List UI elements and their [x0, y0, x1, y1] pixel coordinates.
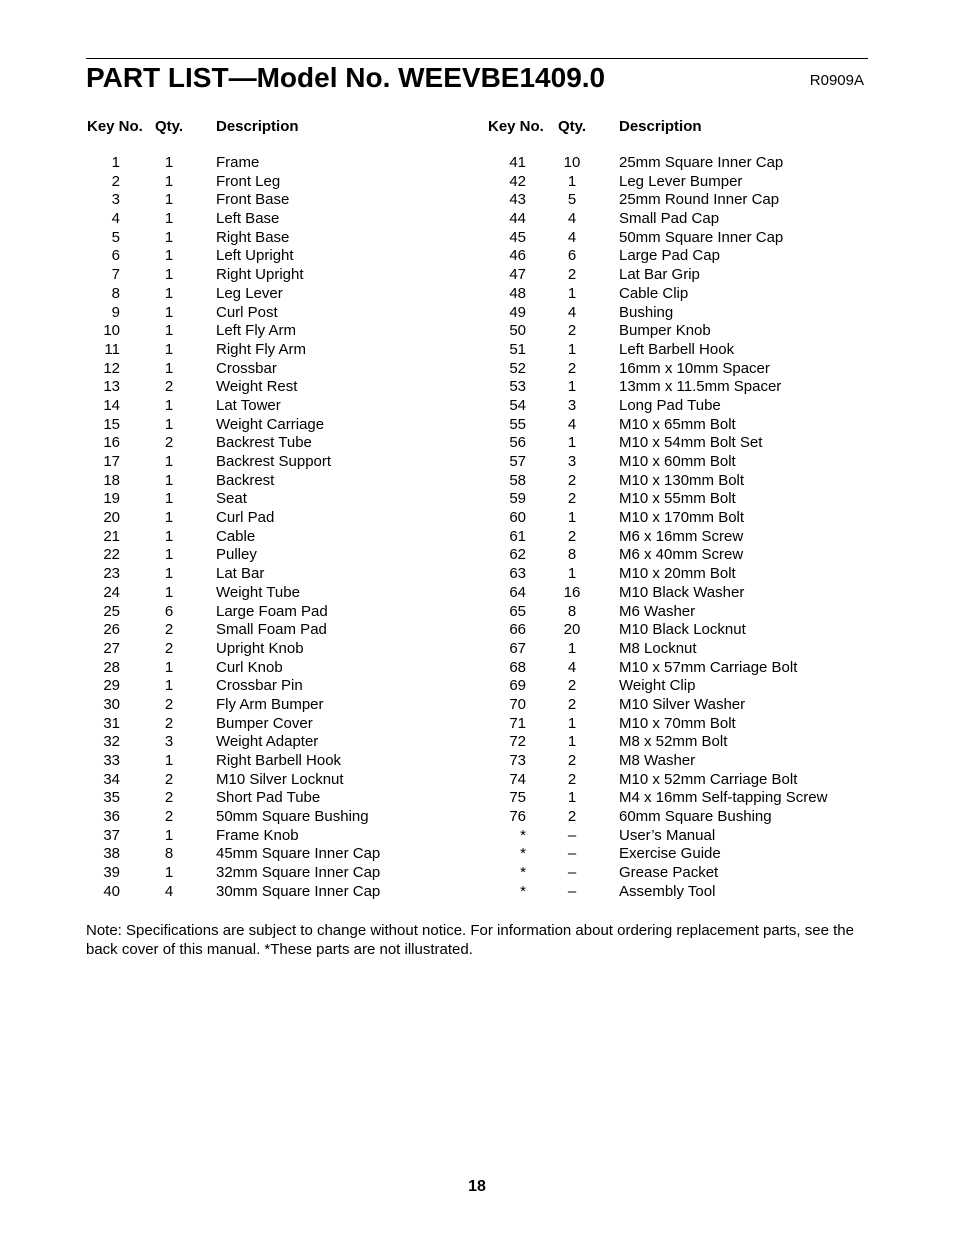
- part-row: [0, 752, 954, 771]
- part-key-no: 68: [509, 658, 526, 676]
- part-qty: 6: [567, 247, 577, 265]
- part-qty: 2: [567, 770, 577, 788]
- part-qty: 4: [164, 882, 174, 900]
- part-key-no: 61: [509, 527, 526, 545]
- part-key-no: 58: [509, 471, 526, 489]
- part-description: Crossbar: [216, 359, 277, 377]
- part-description: Small Pad Cap: [619, 210, 720, 228]
- part-key-no: *: [520, 845, 526, 863]
- part-qty: 1: [164, 509, 174, 527]
- part-key-no: 23: [103, 565, 120, 583]
- part-description: M10 Black Locknut: [619, 621, 746, 639]
- part-key-no: 54: [509, 396, 526, 414]
- part-key-no: 33: [103, 752, 120, 769]
- part-description: M10 x 60mm Bolt: [619, 453, 736, 470]
- part-qty: 2: [164, 789, 174, 807]
- part-key-no: 25: [103, 602, 120, 620]
- part-description: Weight Tube: [216, 583, 300, 601]
- part-qty: 2: [567, 527, 577, 545]
- part-row: [0, 528, 954, 547]
- part-qty: 1: [164, 565, 174, 583]
- part-description: 50mm Square Inner Cap: [619, 228, 784, 246]
- part-qty: 4: [567, 303, 577, 321]
- part-key-no: 26: [103, 621, 120, 639]
- part-description: Front Leg: [216, 172, 281, 190]
- part-key-no: 21: [103, 527, 120, 545]
- part-key-no: 28: [103, 658, 120, 676]
- header-description-right: Description: [619, 118, 702, 135]
- part-qty: 4: [567, 415, 577, 433]
- part-row: [0, 397, 954, 416]
- top-rule: [86, 58, 868, 59]
- part-description: M10 x 54mm Bolt Set: [619, 434, 763, 452]
- part-key-no: 18: [103, 471, 120, 489]
- part-description: 60mm Square Bushing: [619, 808, 772, 826]
- header-qty-right: Qty.: [558, 118, 587, 135]
- part-qty: 1: [567, 509, 577, 527]
- part-key-no: 60: [509, 509, 526, 527]
- part-key-no: 29: [103, 677, 120, 695]
- part-qty: 1: [164, 340, 174, 358]
- part-description: Cable Clip: [619, 284, 689, 302]
- part-key-no: *: [520, 882, 526, 900]
- part-description: M6 x 16mm Screw: [619, 527, 744, 545]
- part-key-no: 11: [104, 340, 120, 358]
- part-description: Exercise Guide: [619, 845, 721, 863]
- part-key-no: 70: [509, 695, 526, 713]
- part-qty: –: [567, 826, 577, 844]
- part-key-no: 35: [103, 789, 120, 807]
- part-description: Left Upright: [216, 247, 294, 265]
- part-description: Backrest Tube: [216, 434, 312, 452]
- part-key-no: 39: [103, 864, 120, 882]
- part-qty: 2: [164, 378, 174, 396]
- part-qty: 16: [563, 583, 581, 601]
- part-description: Frame: [216, 154, 260, 171]
- part-row: [0, 490, 954, 509]
- part-description: Front Base: [216, 191, 290, 209]
- part-row: [0, 304, 954, 323]
- part-qty: 2: [164, 770, 174, 788]
- part-description: M10 x 20mm Bolt: [619, 565, 736, 583]
- part-description: Assembly Tool: [619, 882, 716, 900]
- part-row: [0, 771, 954, 790]
- footnote: Note: Specifications are subject to change without notice. For information about ordering replacement parts, see the back cover of this manual. *These parts are not illustrated.: [86, 922, 854, 958]
- part-key-no: 47: [509, 266, 526, 284]
- part-key-no: 32: [103, 733, 120, 751]
- part-description: Weight Carriage: [216, 415, 325, 433]
- part-qty: 1: [567, 378, 577, 396]
- part-key-no: 36: [103, 808, 120, 826]
- part-description: M6 Washer: [619, 602, 696, 620]
- part-key-no: 10: [103, 322, 120, 340]
- part-qty: 1: [567, 565, 577, 583]
- part-key-no: 69: [509, 677, 526, 695]
- part-row: [0, 360, 954, 379]
- part-row: [0, 266, 954, 285]
- part-qty: 3: [567, 453, 577, 470]
- part-description: M10 x 52mm Carriage Bolt: [619, 770, 798, 788]
- part-key-no: 46: [509, 247, 526, 265]
- part-key-no: 74: [509, 770, 526, 788]
- part-row: [0, 789, 954, 808]
- part-description: Lat Tower: [216, 396, 281, 414]
- part-key-no: 66: [509, 621, 526, 639]
- part-qty: 1: [164, 172, 174, 190]
- part-key-no: 22: [103, 546, 120, 564]
- part-description: M10 x 130mm Bolt: [619, 471, 745, 489]
- part-row: [0, 229, 954, 248]
- part-qty: 1: [567, 172, 577, 190]
- part-description: M10 x 55mm Bolt: [619, 490, 736, 508]
- part-key-no: 17: [103, 453, 120, 470]
- part-description: Curl Knob: [216, 658, 283, 676]
- part-row: [0, 416, 954, 435]
- part-qty: 1: [164, 284, 174, 302]
- part-row: [0, 733, 954, 752]
- part-qty: 1: [164, 527, 174, 545]
- part-description: 32mm Square Inner Cap: [216, 864, 381, 882]
- part-description: Lat Bar Grip: [619, 266, 700, 284]
- part-key-no: 57: [509, 453, 526, 470]
- part-key-no: 63: [509, 565, 526, 583]
- part-qty: 2: [567, 266, 577, 284]
- part-key-no: 56: [509, 434, 526, 452]
- part-description: M8 x 52mm Bolt: [619, 733, 728, 751]
- part-description: Bumper Knob: [619, 322, 711, 340]
- part-qty: 1: [567, 639, 577, 657]
- part-qty: 1: [164, 864, 174, 882]
- part-key-no: 75: [509, 789, 526, 807]
- part-key-no: 64: [509, 583, 526, 601]
- page-number: 18: [468, 1178, 486, 1195]
- part-description: Weight Adapter: [216, 733, 319, 751]
- part-description: Seat: [216, 490, 247, 508]
- part-qty: 1: [164, 546, 174, 564]
- part-description: Leg Lever Bumper: [619, 172, 743, 190]
- part-key-no: 14: [103, 396, 120, 414]
- part-description: 50mm Square Bushing: [216, 808, 369, 826]
- part-row: [0, 472, 954, 491]
- part-key-no: 9: [111, 303, 120, 321]
- part-description: 13mm x 11.5mm Spacer: [619, 378, 782, 396]
- part-row: [0, 827, 954, 846]
- part-qty: –: [567, 864, 577, 882]
- part-description: 25mm Round Inner Cap: [619, 191, 780, 209]
- part-qty: 1: [567, 733, 577, 751]
- part-qty: 1: [164, 191, 174, 209]
- part-key-no: 6: [111, 247, 120, 265]
- part-key-no: 1: [111, 154, 120, 171]
- part-qty: 2: [567, 359, 577, 377]
- part-key-no: 3: [111, 191, 120, 209]
- part-description: Leg Lever: [216, 284, 283, 302]
- part-key-no: 40: [103, 882, 120, 900]
- part-key-no: *: [520, 864, 526, 882]
- part-qty: 1: [164, 471, 174, 489]
- part-description: 25mm Square Inner Cap: [619, 154, 784, 171]
- part-row: [0, 584, 954, 603]
- part-qty: 1: [164, 658, 174, 676]
- part-qty: 2: [567, 490, 577, 508]
- part-key-no: *: [520, 826, 526, 844]
- part-key-no: 50: [509, 322, 526, 340]
- part-description: Long Pad Tube: [619, 396, 721, 414]
- part-row: [0, 565, 954, 584]
- part-qty: 5: [567, 191, 577, 209]
- part-key-no: 41: [509, 154, 526, 171]
- part-description: Left Base: [216, 210, 280, 228]
- part-key-no: 49: [509, 303, 526, 321]
- part-description: M10 Silver Locknut: [216, 770, 344, 788]
- part-description: Right Upright: [216, 266, 304, 284]
- part-row: [0, 378, 954, 397]
- part-description: M10 x 170mm Bolt: [619, 509, 745, 527]
- part-qty: 1: [567, 284, 577, 302]
- part-description: Weight Rest: [216, 378, 298, 396]
- header-qty-left: Qty.: [155, 118, 184, 135]
- part-qty: 1: [567, 789, 577, 807]
- part-description: M10 x 57mm Carriage Bolt: [619, 658, 798, 676]
- part-description: M8 Washer: [619, 752, 696, 769]
- part-qty: 8: [567, 546, 577, 564]
- part-qty: 1: [164, 396, 174, 414]
- part-description: Lat Bar: [216, 565, 265, 583]
- part-description: Left Barbell Hook: [619, 340, 735, 358]
- part-qty: 20: [563, 621, 581, 639]
- part-key-no: 62: [509, 546, 526, 564]
- part-row: [0, 210, 954, 229]
- part-description: Small Foam Pad: [216, 621, 327, 639]
- part-qty: 2: [567, 677, 577, 695]
- part-qty: 8: [164, 845, 174, 863]
- part-qty: 4: [567, 658, 577, 676]
- part-row: [0, 640, 954, 659]
- part-qty: 1: [164, 583, 174, 601]
- part-row: [0, 191, 954, 210]
- part-description: Backrest: [216, 471, 275, 489]
- part-description: M10 x 70mm Bolt: [619, 714, 736, 732]
- part-qty: 1: [164, 266, 174, 284]
- part-qty: 1: [164, 247, 174, 265]
- part-row: [0, 322, 954, 341]
- part-key-no: 51: [509, 340, 526, 358]
- part-qty: 1: [164, 415, 174, 433]
- part-row: [0, 808, 954, 827]
- part-description: M10 Black Washer: [619, 583, 745, 601]
- page-title: PART LIST—Model No. WEEVBE1409.0: [86, 62, 606, 93]
- part-key-no: 27: [103, 639, 120, 657]
- part-description: Large Foam Pad: [216, 602, 328, 620]
- part-description: Right Base: [216, 228, 290, 246]
- part-key-no: 71: [509, 714, 526, 732]
- part-description: M4 x 16mm Self-tapping Screw: [619, 789, 828, 807]
- part-qty: 2: [164, 434, 174, 452]
- part-row: [0, 845, 954, 864]
- part-qty: 4: [567, 228, 577, 246]
- part-row: [0, 285, 954, 304]
- part-description: Cable: [216, 527, 256, 545]
- part-qty: 1: [164, 826, 174, 844]
- part-key-no: 53: [509, 378, 526, 396]
- part-row: [0, 173, 954, 192]
- part-qty: 4: [567, 210, 577, 228]
- part-key-no: 59: [509, 490, 526, 508]
- part-row: [0, 883, 954, 902]
- part-description: Weight Clip: [619, 677, 696, 695]
- part-row: [0, 546, 954, 565]
- part-qty: 2: [567, 322, 577, 340]
- part-description: 45mm Square Inner Cap: [216, 845, 381, 863]
- part-row: [0, 659, 954, 678]
- part-row: [0, 696, 954, 715]
- part-key-no: 20: [103, 509, 120, 527]
- part-qty: 6: [164, 602, 174, 620]
- part-qty: 2: [164, 695, 174, 713]
- part-row: [0, 154, 954, 173]
- part-qty: 2: [567, 471, 577, 489]
- part-qty: 2: [164, 714, 174, 732]
- part-key-no: 8: [111, 284, 120, 302]
- part-description: Fly Arm Bumper: [216, 695, 324, 713]
- part-qty: 1: [164, 228, 174, 246]
- part-qty: 1: [164, 677, 174, 695]
- part-description: M8 Locknut: [619, 639, 697, 657]
- part-row: [0, 715, 954, 734]
- part-description: Large Pad Cap: [619, 247, 720, 265]
- part-key-no: 24: [103, 583, 120, 601]
- part-description: 16mm x 10mm Spacer: [619, 359, 770, 377]
- part-row: [0, 677, 954, 696]
- part-key-no: 4: [111, 210, 120, 228]
- part-key-no: 43: [509, 191, 526, 209]
- part-description: Bumper Cover: [216, 714, 313, 732]
- header-key-no-left: Key No.: [87, 118, 143, 135]
- part-qty: 1: [164, 322, 174, 340]
- part-qty: 1: [164, 154, 174, 171]
- part-key-no: 65: [509, 602, 526, 620]
- part-key-no: 37: [103, 826, 120, 844]
- part-description: Upright Knob: [216, 639, 304, 657]
- part-key-no: 73: [509, 752, 526, 769]
- part-qty: 8: [567, 602, 577, 620]
- part-description: M10 x 65mm Bolt: [619, 415, 736, 433]
- part-qty: 2: [164, 808, 174, 826]
- part-row: [0, 603, 954, 622]
- header-key-no-right: Key No.: [488, 118, 544, 135]
- part-row: [0, 621, 954, 640]
- part-key-no: 48: [509, 284, 526, 302]
- part-description: Grease Packet: [619, 864, 719, 882]
- part-qty: 1: [164, 303, 174, 321]
- part-qty: 2: [164, 621, 174, 639]
- part-key-no: 7: [111, 266, 120, 284]
- part-row: [0, 864, 954, 883]
- part-key-no: 34: [103, 770, 120, 788]
- part-qty: 1: [164, 359, 174, 377]
- part-qty: 2: [567, 808, 577, 826]
- part-description: Short Pad Tube: [216, 789, 321, 807]
- part-row: [0, 341, 954, 360]
- part-description: 30mm Square Inner Cap: [216, 882, 381, 900]
- part-row: [0, 434, 954, 453]
- part-key-no: 12: [103, 359, 120, 377]
- part-key-no: 42: [509, 172, 526, 190]
- part-qty: 1: [567, 340, 577, 358]
- part-description: User’s Manual: [619, 826, 716, 844]
- part-description: Crossbar Pin: [216, 677, 303, 695]
- part-row: [0, 509, 954, 528]
- part-qty: 1: [567, 714, 577, 732]
- part-description: Bushing: [619, 303, 674, 321]
- parts-list-right: [0, 154, 954, 902]
- part-qty: –: [567, 882, 577, 900]
- part-key-no: 2: [111, 172, 120, 190]
- part-description: Pulley: [216, 546, 257, 564]
- part-qty: 1: [164, 210, 174, 228]
- part-qty: 2: [164, 639, 174, 657]
- part-key-no: 15: [103, 415, 120, 433]
- part-key-no: 44: [509, 210, 526, 228]
- part-key-no: 19: [103, 490, 120, 508]
- part-qty: –: [567, 845, 577, 863]
- part-description: M10 Silver Washer: [619, 695, 746, 713]
- part-key-no: 52: [509, 359, 526, 377]
- part-qty: 1: [567, 434, 577, 452]
- part-qty: 2: [567, 695, 577, 713]
- part-key-no: 31: [103, 714, 120, 732]
- part-qty: 3: [567, 396, 577, 414]
- document-code: R0909A: [809, 72, 864, 89]
- part-key-no: 38: [103, 845, 120, 863]
- part-qty: 1: [164, 490, 174, 508]
- part-description: Curl Post: [216, 303, 278, 321]
- part-row: [0, 453, 954, 472]
- part-qty: 2: [567, 752, 577, 769]
- part-row: [0, 247, 954, 266]
- part-description: Backrest Support: [216, 453, 332, 470]
- part-key-no: 76: [509, 808, 526, 826]
- part-description: M6 x 40mm Screw: [619, 546, 744, 564]
- part-key-no: 55: [509, 415, 526, 433]
- part-description: Curl Pad: [216, 509, 275, 527]
- part-key-no: 72: [509, 733, 526, 751]
- part-description: Right Fly Arm: [216, 340, 307, 358]
- part-qty: 1: [164, 752, 174, 769]
- part-key-no: 13: [103, 378, 120, 396]
- part-key-no: 16: [103, 434, 120, 452]
- part-qty: 1: [164, 453, 174, 470]
- header-description-left: Description: [216, 118, 299, 135]
- part-description: Frame Knob: [216, 826, 299, 844]
- part-description: Left Fly Arm: [216, 322, 297, 340]
- part-key-no: 45: [509, 228, 526, 246]
- part-qty: 3: [164, 733, 174, 751]
- part-key-no: 5: [111, 228, 120, 246]
- part-qty: 10: [563, 154, 581, 171]
- part-key-no: 67: [509, 639, 526, 657]
- part-key-no: 30: [103, 695, 120, 713]
- part-description: Right Barbell Hook: [216, 752, 342, 769]
